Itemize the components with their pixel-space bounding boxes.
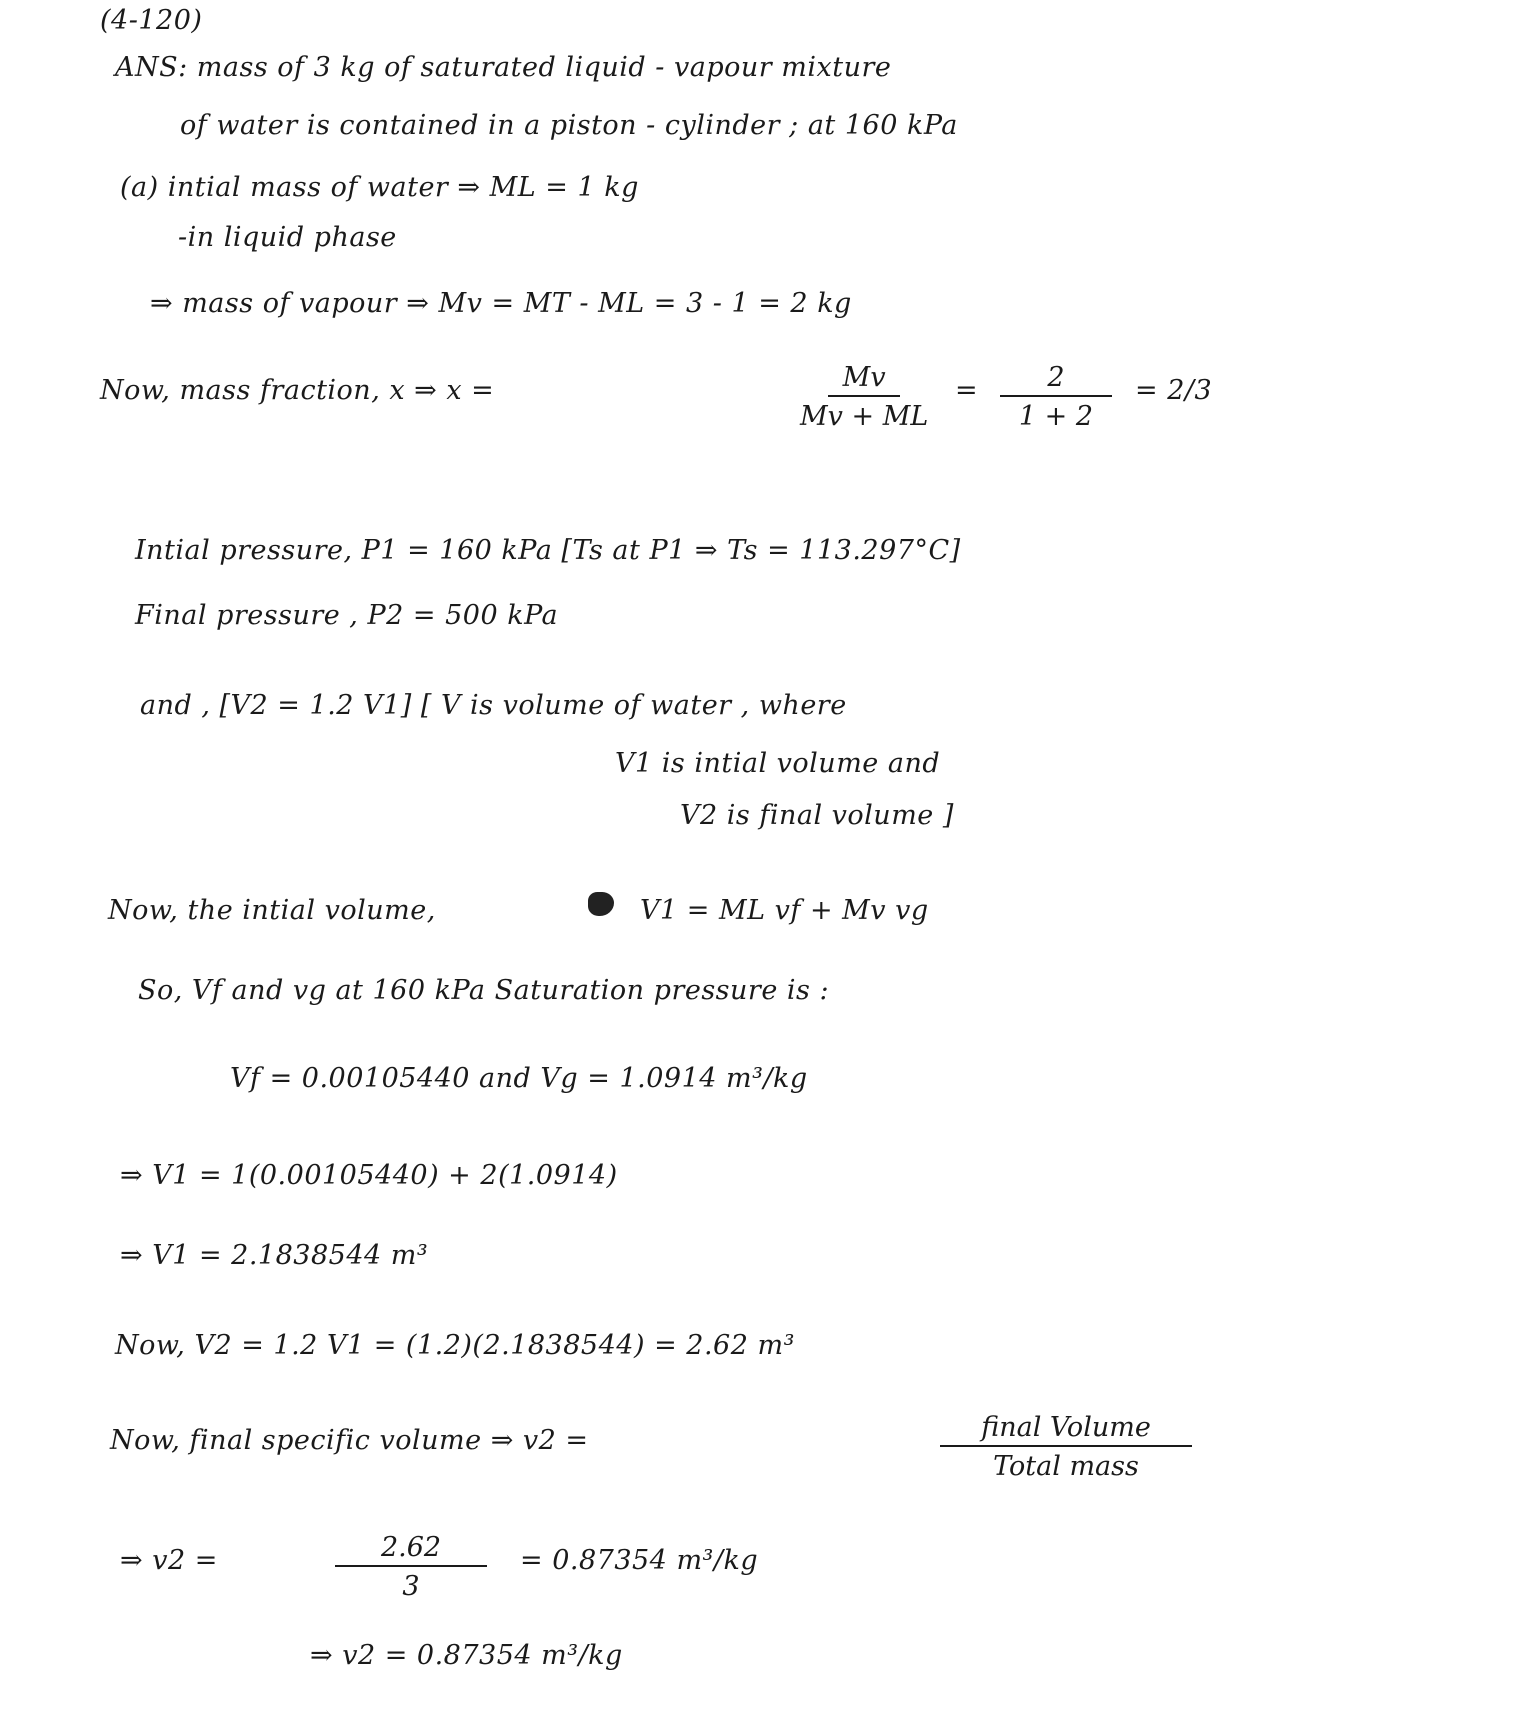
- line-v1-result: ⇒ V1 = 2.1838544 m³: [120, 1240, 429, 1271]
- fraction-numerator: 2.62: [335, 1532, 487, 1567]
- line-v2-result: Now, V2 = 1.2 V1 = (1.2)(2.1838544) = 2.62 m³: [115, 1330, 795, 1361]
- line-saturation-lookup: So, Vf and vg at 160 kPa Saturation pressure is :: [138, 975, 830, 1006]
- line-volume-relation: and , [V2 = 1.2 V1] [ V is volume of water , where: [140, 690, 847, 721]
- ink-blot: [588, 892, 614, 916]
- line-v2-definition: V2 is final volume ]: [680, 800, 954, 831]
- line-mass-fraction: Now, mass fraction, x ⇒ x =: [100, 375, 495, 406]
- line-initial-volume: Now, the intial volume,: [108, 895, 436, 926]
- line-final-pressure: Final pressure , P2 = 500 kPa: [135, 600, 559, 631]
- line-v2-calc-result: = 0.87354 m³/kg: [520, 1545, 759, 1576]
- fraction-x-symbolic: [800, 362, 928, 432]
- line-initial-volume-eq: V1 = ML vf + Mv vg: [640, 895, 929, 926]
- fraction-numerator: final Volume: [940, 1412, 1192, 1447]
- line-container: of water is contained in a piston - cylinder ; at 160 kPa: [180, 110, 958, 141]
- line-liquid-phase: -in liquid phase: [178, 222, 397, 253]
- fraction-denominator: Mv + ML: [800, 401, 929, 432]
- fraction-denominator: 3: [402, 1571, 420, 1602]
- line-specific-volumes: Vf = 0.00105440 and Vg = 1.0914 m³/kg: [230, 1063, 808, 1094]
- fraction-x-numeric: [1000, 362, 1112, 432]
- line-final-specific-volume: Now, final specific volume ⇒ v2 =: [110, 1425, 589, 1456]
- fraction-v2-calc: [335, 1532, 487, 1602]
- problem-number: (4-120): [100, 5, 203, 36]
- fraction-specific-volume: [940, 1412, 1192, 1482]
- fraction-numerator: 2: [1000, 362, 1112, 397]
- line-final-answer: ⇒ v2 = 0.87354 m³/kg: [310, 1640, 623, 1671]
- fraction-denominator: 1 + 2: [1018, 401, 1094, 432]
- line-mass-vapour: ⇒ mass of vapour ⇒ Mv = MT - ML = 3 - 1 = 2 kg: [150, 288, 852, 319]
- line-v2-calc: ⇒ v2 =: [120, 1545, 218, 1576]
- line-answer-intro: ANS: mass of 3 kg of saturated liquid - vapour mixture: [115, 52, 892, 83]
- equals-sign: =: [955, 375, 979, 406]
- fraction-denominator: Total mass: [993, 1451, 1139, 1482]
- line-initial-mass: (a) intial mass of water ⇒ ML = 1 kg: [120, 172, 639, 203]
- line-initial-pressure: Intial pressure, P1 = 160 kPa [Ts at P1 ⇒ Ts = 113.297°C]: [135, 535, 961, 566]
- fraction-numerator: Mv: [828, 362, 900, 397]
- line-v1-definition: V1 is intial volume and: [615, 748, 941, 779]
- fraction-result: = 2/3: [1135, 375, 1213, 406]
- line-v1-substitution: ⇒ V1 = 1(0.00105440) + 2(1.0914): [120, 1160, 618, 1191]
